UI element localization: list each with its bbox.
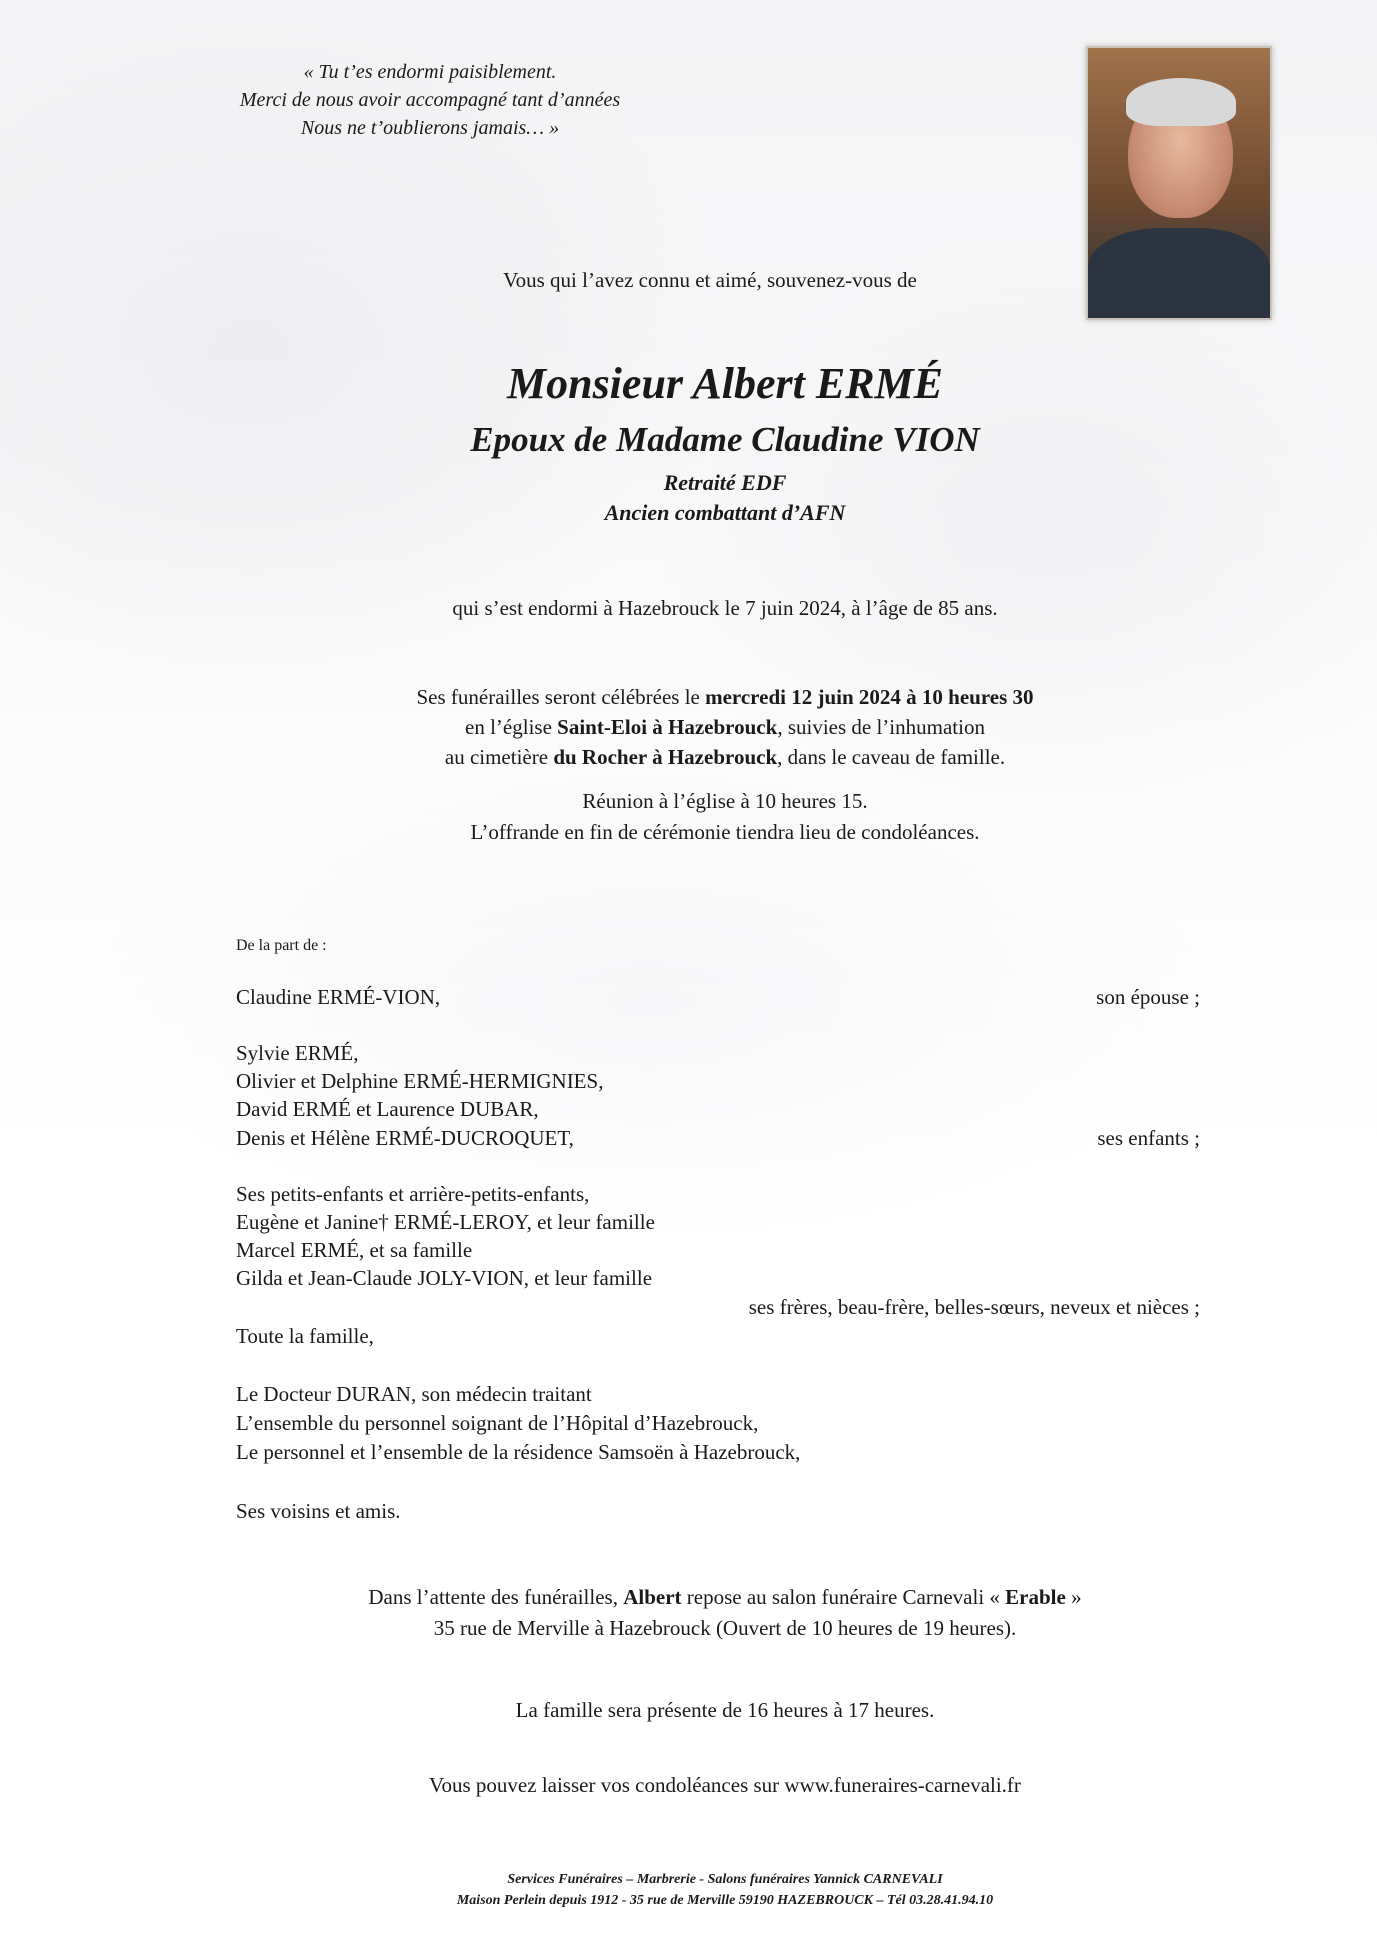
funeral-line <box>200 682 1250 712</box>
text: repose au salon funéraire Carnevali « <box>681 1585 1006 1609</box>
reunion-info <box>200 786 1250 848</box>
family-presence: La famille sera présente de 16 heures à 17 heures. <box>515 1698 935 1722</box>
family-row-spouse <box>236 982 1200 1012</box>
quote-line: Merci de nous avoir accompagné tant d’années <box>239 89 621 111</box>
cemetery-name: du Rocher à Hazebrouck <box>553 745 778 769</box>
family-member: Ses voisins et amis. <box>236 1499 401 1523</box>
family-member: Le personnel et l’ensemble de la résidence Samsoën à Hazebrouck, <box>236 1440 801 1464</box>
portrait-hair <box>1126 78 1236 126</box>
family-role: ses frères, beau-frère, belles-sœurs, neveux et nièces ; <box>748 1295 1200 1319</box>
family-role: son épouse ; <box>1096 985 1200 1009</box>
family-member: Denis et Hélène ERMÉ-DUCROQUET, <box>236 1126 574 1150</box>
funeral-date: mercredi 12 juin 2024 à 10 heures 30 <box>705 685 1034 709</box>
funeral-line <box>200 712 1250 742</box>
first-name: Albert <box>623 1585 682 1609</box>
text: , dans le caveau de famille. <box>777 745 1006 769</box>
quote-line: « Tu t’es endormi paisiblement. <box>303 61 557 83</box>
text: Dans l’attente des funérailles, <box>368 1585 624 1609</box>
family-role: ses enfants ; <box>1097 1126 1200 1150</box>
occupation-line: Retraité EDF <box>663 470 787 495</box>
footer-line: Services Funéraires – Marbrerie - Salons funéraires Yannick CARNEVALI <box>507 1872 943 1887</box>
death-notice: qui s’est endormi à Hazebrouck le 7 juin 2024, à l’âge de 85 ans. <box>452 596 998 620</box>
text: » <box>1065 1585 1082 1609</box>
quote-line: Nous ne t’oublierons jamais… » <box>300 117 560 139</box>
church-name: Saint-Eloi à Hazebrouck <box>557 715 778 739</box>
occupation-line: Ancien combattant d’AFN <box>604 500 846 525</box>
footer-line: Maison Perlein depuis 1912 - 35 rue de Merville 59190 HAZEBROUCK – Tél 03.28.41.94.10 <box>456 1893 994 1908</box>
text: Ses funérailles seront célébrées le <box>416 685 706 709</box>
text: au cimetière <box>444 745 554 769</box>
offrande-line: L’offrande en fin de cérémonie tiendra lieu de condoléances. <box>470 820 980 844</box>
wait-address: 35 rue de Merville à Hazebrouck (Ouvert de 10 heures de 19 heures). <box>433 1616 1017 1640</box>
condolences-link[interactable]: Vous pouvez laisser vos condoléances sur www.funeraires-carnevali.fr <box>429 1773 1021 1797</box>
from-label: De la part de : <box>236 937 327 954</box>
family-member: Sylvie ERMÉ, <box>236 1041 359 1065</box>
epitaph-quote <box>220 58 640 142</box>
deceased-name: Monsieur Albert ERMÉ <box>506 359 944 408</box>
salon-name: Erable <box>1005 1585 1066 1609</box>
family-member: Ses petits-enfants et arrière-petits-enfants, <box>236 1182 590 1206</box>
family-member: Toute la famille, <box>236 1324 374 1348</box>
funeral-details <box>200 682 1250 772</box>
wait-line <box>200 1582 1250 1613</box>
family-member: Olivier et Delphine ERMÉ-HERMIGNIES, <box>236 1069 604 1093</box>
family-member: David ERMÉ et Laurence DUBAR, <box>236 1097 539 1121</box>
funeral-line <box>200 742 1250 772</box>
wait-info <box>200 1582 1250 1644</box>
deceased-spouse: Epoux de Madame Claudine VION <box>470 420 980 459</box>
text: , suivies de l’inhumation <box>777 715 985 739</box>
family-member: L’ensemble du personnel soignant de l’Hôpital d’Hazebrouck, <box>236 1411 759 1435</box>
text: en l’église <box>465 715 558 739</box>
family-member: Eugène et Janine† ERMÉ-LEROY, et leur famille <box>236 1210 655 1234</box>
reunion-line: Réunion à l’église à 10 heures 15. <box>582 789 868 813</box>
family-row-children <box>236 1123 1200 1153</box>
family-member: Le Docteur DURAN, son médecin traitant <box>236 1382 592 1406</box>
intro-text: Vous qui l’avez connu et aimé, souvenez-vous de <box>503 268 917 292</box>
family-member: Gilda et Jean-Claude JOLY-VION, et leur famille <box>236 1266 653 1290</box>
family-member: Claudine ERMÉ-VION, <box>236 985 441 1009</box>
family-member: Marcel ERMÉ, et sa famille <box>236 1238 473 1262</box>
